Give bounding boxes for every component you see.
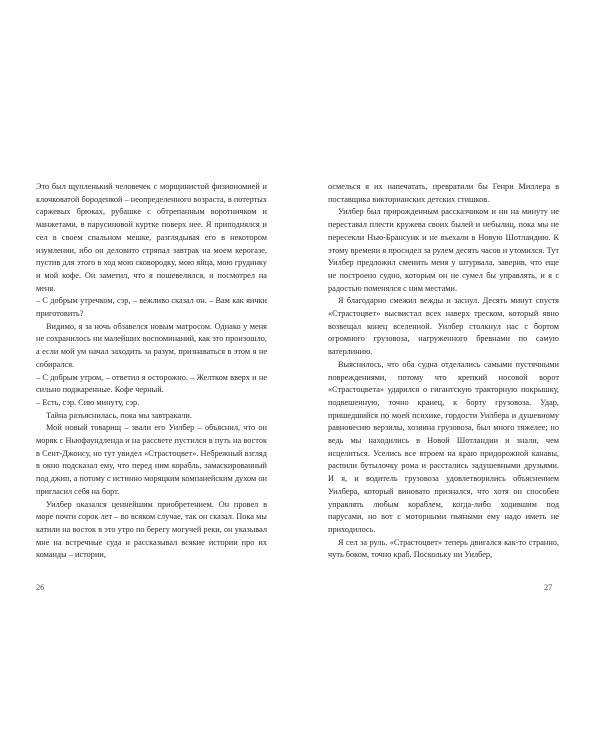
- paragraph: – С добрым утром, – ответил я осторожно. – Желтком вверх и не сильно поджаренные. Кофе черный.: [36, 372, 267, 395]
- page-number-right: 27: [544, 583, 553, 592]
- paragraph: Тайна разъяснилась, пока мы завтракали.: [46, 410, 192, 420]
- paragraph: Видимо, я за ночь обзавелся новым матросом. Однако у меня не сохранилось ни малейших воспоминаний, как это произошло, а если мой ум начал заходить за разум, признаваться в этом я не собирался.: [36, 321, 267, 369]
- paragraph: Это был щупленький человечек с морщинистой физиономией и клочковатой бороденкой – неопределенного возраста, в потертых саржевых брюках, рубашке с обтрепанным воротничком и манжетами, в парусиновой куртке поверх нее. Я приподнялся и сел в своем спальном мешке, разглядывая его в некотором изумлении, ибо он деловито стряпал завтрак на моем керогазе, пустив для этого в ход мою сковородку, мою яйца, мою грудинку и мой кофе. Он заметил, что я пошевелился, и посмотрел на меня.: [36, 182, 267, 293]
- page-number-left: 26: [36, 583, 45, 592]
- paragraph: Выяснилось, что оба судна отделались самыми пустячными повреждениями, потому что крепкий носовой ворот «Страстоцвета» ударился о гигантскую тракторную покрышку, подвешенную, точно кранец, к борту грузовоза. Удар, пришедшийся по моей психике, гордости Уилбера и душевному равновесию верзилы, хозяина грузовоза, был много тяжелее; но ведь мы находились в Новой Шотландии и знали, чем исцелиться. Уселись все втроем на краю придорожной канавы, распили бутылочку рома и расстались задушевными друзьями. И я, и водитель грузовоза удовлетворились объяснением Уилбера, который виновато признался, что хотя он способен управлять любым кораблем, когда-либо ходившим под парусами, но вот с моторными пьяными ему надо иметь не приходилось.: [328, 359, 559, 534]
- paragraph: осмелься я их напечатать, превратили бы Генри Миллера в поставщика викторианских детских стишков.: [328, 182, 559, 204]
- paragraph: – Есть, сэр. Сию минуту, сэр.: [36, 397, 140, 407]
- paragraph: – С добрым утречком, сэр, – вежливо сказал он. – Вам как яички приготовить?: [36, 296, 267, 319]
- paragraph: Уилбер оказался ценнейшим приобретением. Он провел в море почти сорок лет – во всяком случае, так он сказал. Пока мы катили на восток в это утро по берегу могучей реки, он указывал мне на встречные суда и рассказывал всякие истории про их команды – истории,: [36, 499, 267, 560]
- paragraph: Я сел за руль. «Страстоцвет» теперь двигался как-то странно, чуть боком, точно краб. Поскольку ни Уилбер,: [328, 537, 559, 560]
- paragraph: Я благодарно смежил вежды и заснул. Десять минут спустя «Страстоцвет» высвистал всех наверх треском, который явно возвещал конец вселенной. Уилбер столкнул нас с бортом огромного грузовоза, нагруженного бревнами по самую ватерлинию.: [328, 296, 559, 357]
- paragraph: Мой новый товарищ – звали его Уилбер – объяснил, что он моряк с Ньюфаундленда и на рассвете пустился в путь на восток в Сент-Джонсу, но тут увидел «Страстоцвет». Небрежный взгляд в окно подсказал ему, что перед ним корабль, замаскированный под джип, а потому с истинно моряцким компанейским духом он пригласил себя на борт.: [36, 423, 267, 496]
- right-page-text: [328, 181, 559, 562]
- left-page-text: [36, 181, 267, 562]
- paragraph: Уилбер был прирожденным рассказчиком и ни на минуту не переставал плести кружева своих былей и небылиц, пока мы не пересекли Нью-Брансуик и не въехали в Новую Шотландию. К этому времени я просидел за рулем десять часов и утомился. Тут Уилбер предложил сменить меня у штурвала, заверив, что еще не построено судно, которым он не сумел бы управлять, и я с радостью поменялся с ним местами.: [328, 207, 559, 293]
